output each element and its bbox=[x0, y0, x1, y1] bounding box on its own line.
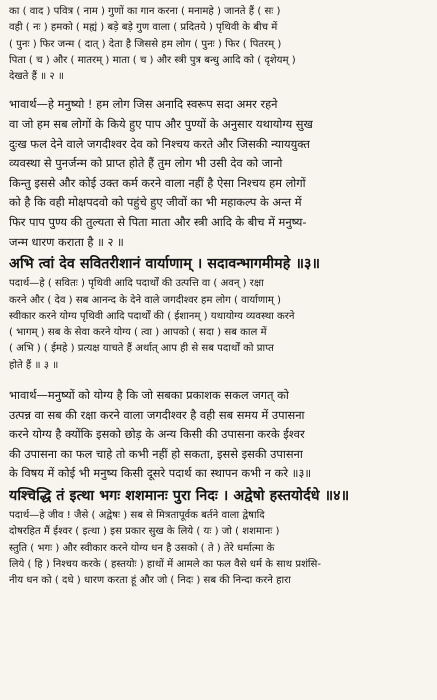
text-line: जन्म धारण कराता है ॥ २ ॥ bbox=[9, 234, 124, 249]
mantra-4 bbox=[9, 484, 430, 508]
text-line: दोषरहित मैं ईश्वर ( इत्था ) इस प्रकार सुख के लिये ( यः ) जो ( शशमानः ) bbox=[9, 526, 280, 538]
text-line: देखते हैं ॥ २ ॥ bbox=[9, 71, 64, 83]
text-line: करने योग्य है क्योंकि इसको छोड़ के अन्य किसी की उपासना करके ईश्वर bbox=[9, 427, 305, 442]
text-line: वही ( नः ) हमको ( मह्यं ) बड़े बड़े गुण वाला ( प्रदितये ) पृथिवी के बीच में bbox=[9, 22, 278, 34]
text-line: को है कि वही मोक्षपदवो को पहुंचे हुए जीवों का भी महाकल्प के अन्त में bbox=[9, 195, 302, 210]
text-line: की उपासना का फल चाहे तो कभी नहीं हो सकता, इससे इसकी उपासना bbox=[9, 446, 303, 461]
mantra-3 bbox=[9, 252, 430, 276]
padarth-block-3 bbox=[9, 276, 430, 374]
text-line: व्यवस्था से पुनर्जन्म को प्राप्त होते हैं तुम लोग भी उसी देव को जानो bbox=[9, 156, 283, 171]
text-line: लिये ( हि ) निश्चय करके ( हस्तयोः ) हाथों में आमले का फल वैसे धर्म के साथ प्रशंसि- bbox=[9, 558, 322, 570]
text-line: वा जो हम सब लोगों के किये हुए पाप और पुण्यों के अनुसार यथायोग्य सुख bbox=[9, 117, 313, 132]
text-line: होते हैं ॥ ३ ॥ bbox=[9, 359, 59, 371]
text-line: स्तुति ( भगः ) और स्वीकार करने योग्य धन है उसको ( ते ) तेरे धर्मात्मा के bbox=[9, 542, 275, 554]
bhavarth-block-2 bbox=[9, 95, 430, 252]
text-block-1 bbox=[9, 4, 430, 85]
text-line: पदार्थ—हे जीव ! जैसे ( अद्वेषः ) सब से मित्रतापूर्वक बर्तने वाला द्वेषादि bbox=[9, 509, 265, 521]
padarth-block-4 bbox=[9, 508, 430, 589]
text-line: भावार्थ—हे मनुष्यो ! हम लोग जिस अनादि स्वरूप सदा अमर रहने bbox=[9, 97, 278, 112]
text-line: भावार्थ—मनुष्यों को योग्य है कि जो सबका प्रकाशक सकल जगत् को bbox=[9, 388, 289, 403]
text-line: पिता ( च ) और ( मातरम् ) माता ( च ) और स्त्री पुत्र बन्धु आदि को ( दृशेयम् ) bbox=[9, 54, 296, 66]
bhavarth-block-3 bbox=[9, 386, 430, 484]
text-line: किन्तु इससे और कोई उक्त कर्म करने वाला नहीं है ऐसा निश्चय हम लोगों bbox=[9, 175, 306, 190]
spacer bbox=[9, 85, 430, 95]
text-line: ( भागम् ) सब के सेवा करने योग्य ( त्वा ) आपको ( सदा ) सब काल में bbox=[9, 327, 267, 339]
text-line: उत्पन्न वा सब की रक्षा करने वाला जगदीश्वर है वही सब समय में उपासना bbox=[9, 407, 305, 422]
text-line: ( पुनः ) फिर जन्म ( दात् ) देता है जिससे हम लोग ( पुनः ) फिर ( पितरम् ) bbox=[9, 38, 282, 50]
mantra-line: अभि त्वां देव सवितरीशानं वार्याणाम् । सदावन्भागमीमहे ॥३॥ bbox=[9, 256, 321, 273]
text-line: करने और ( देव ) सब आनन्द के देने वाले जगदीश्वर हम लोग ( वार्याणाम् ) bbox=[9, 294, 281, 306]
text-line: नीय धन को ( दधे ) धारण करता हूं और जो ( निदः ) सब की निन्दा करने हारा bbox=[9, 575, 291, 587]
text-line: का ( वाद ) पवित्र ( नाम ) गुणों का गान करना ( मनामहे ) जानते हैं ( सः ) bbox=[9, 6, 281, 17]
text-line: फिर पाप पुण्य की तुल्यता से पिता माता और स्त्री आदि के बीच में मनुष्य- bbox=[9, 215, 307, 230]
text-line: स्वीकार करने योग्य पृथिवी आदि पदार्थों की ( ईशानम् ) यथायोग्य व्यवस्था करने bbox=[9, 310, 295, 322]
text-line: पदार्थ—हे ( सवितः ) पृथिवी आदि पदार्थों की उत्पत्ति वा ( अवन् ) रक्षा bbox=[9, 278, 264, 290]
text-line: ( अभि ) ( ईमहे ) प्रत्यक्ष याचते हैं अर्थात् आप ही से सब पदार्थों को प्राप्त bbox=[9, 343, 274, 355]
text-line: दुःख फल देने वाले जगदीश्वर देव को निश्चय करते और जिसकी न्याययुक्त bbox=[9, 136, 310, 151]
spacer bbox=[9, 374, 430, 386]
mantra-line: यश्चिद्धि तं इत्था भगः शशमानः पुरा निदः । अद्वेषो हस्तयोर्दधे ॥४॥ bbox=[9, 487, 350, 504]
text-line: के विषय में कोई भी मनुष्य किसी दूसरे पदार्थ का स्थापन कभी न करे ॥३॥ bbox=[9, 466, 312, 481]
